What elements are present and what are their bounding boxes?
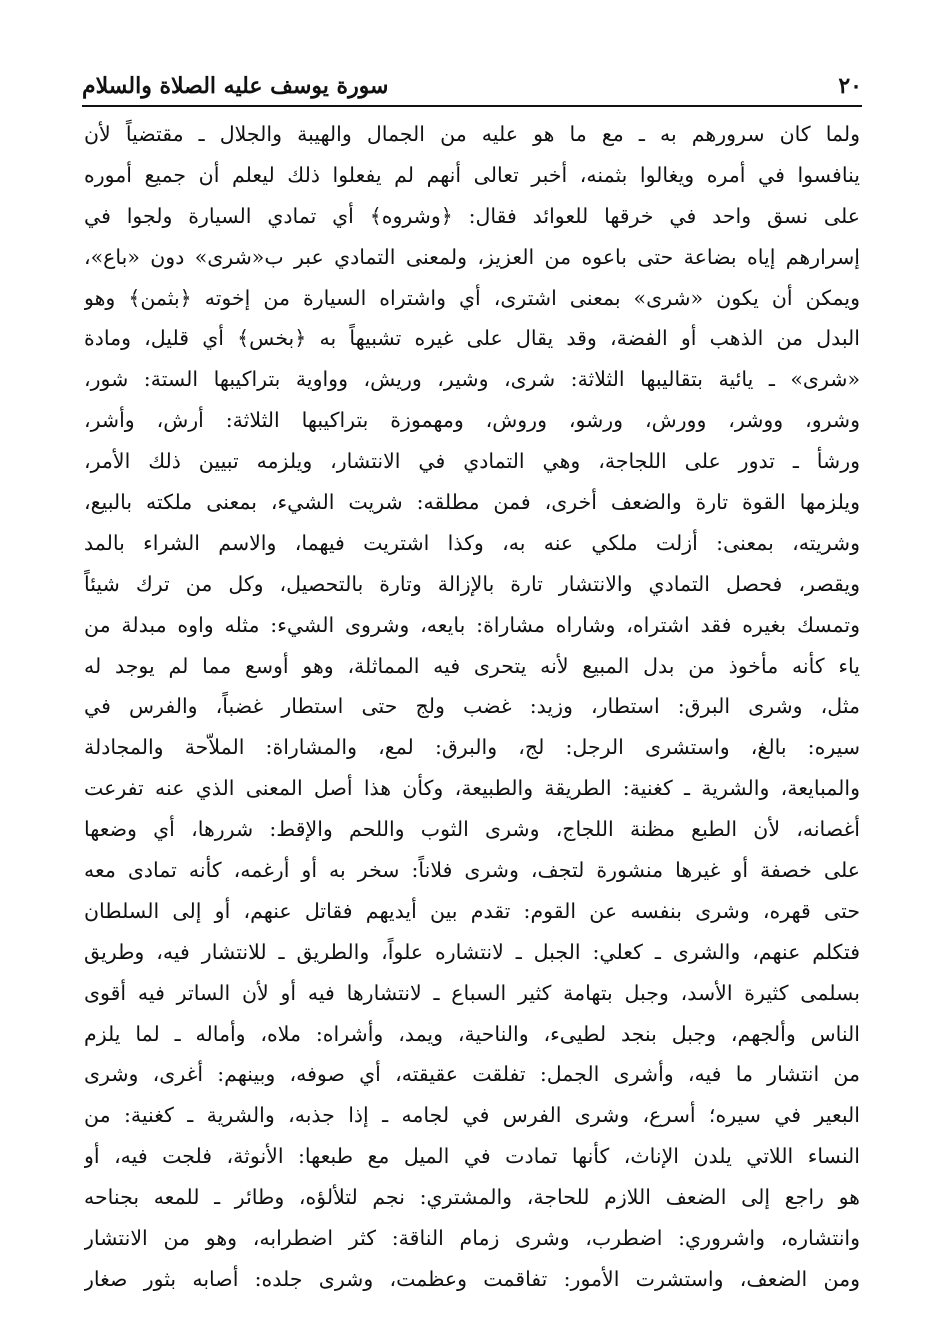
text-line: الناس وألجهم، وجبل بنجد لطيىء، والناحية، ويمد، وأشراه: ملاه، وأماله ـ لما يلزم [84,1021,860,1046]
text-line: ومن الضعف، واستشرت الأمور: تفاقمت وعظمت، وشرى جلده: أصابه بثور صغار [84,1266,860,1291]
text-line: ينافسوا في أمره ويغالوا بثمنه، أخبر تعالى أنهم لم يفعلوا ذلك ليعلم أن جميع أموره [84,162,860,187]
text-line: على نسق واحد في خرقها للعوائد فقال: ﴿وشروه﴾ أي تمادي السيارة ولجوا في [84,203,860,228]
text-line: ولما كان سرورهم به ـ مع ما هو عليه من الجمال والهيبة والجلال ـ مقتضياً لأن [84,122,860,146]
header-divider [82,105,862,107]
text-line: أغصانه، لأن الطبع مظنة اللجاج، وشرى الثوب واللحم والإقط: شررها، أي وضعها [84,817,860,842]
text-line: ويمكن أن يكون «شرى» بمعنى اشترى، أي واشتراه السيارة من إخوته ﴿بثمن﴾ وهو [84,285,860,310]
text-line: البدل من الذهب أو الفضة، وقد يقال على غيره تشبيهاً به ﴿بخس﴾ أي قليل، ومادة [84,326,860,351]
running-header [82,66,862,106]
text-line: وشرو، ووشر، وورش، ورشو، وروش، ومهموزة بتراكيبها الثلاثة: أرش، وأشر، [84,408,860,433]
text-line: «شرى» ـ يائية بتقاليبها الثلاثة: شرى، وشير، وريش، وواوية بتراكيبها الستة: شور، [84,367,860,392]
text-line: حتى قهره، وشرى بنفسه عن القوم: تقدم بين أيديهم فقاتل عنهم، أو إلى السلطان [84,898,860,923]
text-line: بسلمى كثيرة الأسد، وجبل بتهامة كثير السباع ـ لانتشارها فيه أو لأن الساتر فيه أقوى [84,980,860,1005]
surah-title: سورة يوسف عليه الصلاة والسلام [82,73,389,99]
body-text [84,114,860,1300]
text-line: مثل، وشرى البرق: استطار، وزيد: غضب ولج حتى استطار غضباً، والفرس في [84,694,860,719]
text-line: من انتشار ما فيه، وأشرى الجمل: تفلقت عقيقته، أي صوفه، وبينهم: أغرى، وشرى [84,1062,860,1087]
text-line: فتكلم عنهم، والشرى ـ كعلي: الجبل ـ لانتشاره علواً، والطريق ـ للانتشار فيه، وطريق [84,939,860,964]
text-line: ياء كأنه مأخوذ من بدل المبيع لأنه يتحرى فيه المماثلة، وهو أوسع مما لم يوجد له [84,653,860,678]
text-line: ويقصر، فحصل التمادي والانتشار تارة بالإزالة وتارة بالتحصيل، وكل من ترك شيئاً [84,571,860,596]
text-line: ويلزمها القوة تارة والضعف أخرى، فمن مطلقه: شريت الشيء، بمعنى ملكته بالبيع، [84,490,860,515]
text-line: البعير في سيره؛ أسرع، وشرى الفرس في لجامه ـ إذا جذبه، والشرية ـ كغنية: من [84,1103,860,1128]
text-line: النساء اللاتي يلدن الإناث، كأنها تمادت في الميل مع طبعها: الأنوثة، فلجت فيه، أو [84,1144,860,1169]
text-line: وشريته، بمعنى: أزلت ملكي عنه به، وكذا اشتريت فيهما، والاسم الشراء بالمد [84,530,860,555]
text-line: إسرارهم إياه بضاعة حتى باعوه من العزيز، ولمعنى التمادي عبر ب«شرى» دون «باع»، [84,244,860,269]
text-line: على خصفة أو غيرها منشورة لتجف، وشرى فلاناً: سخر به أو أرغمه، كأنه تمادى معه [84,858,860,883]
text-line: والمبايعة، والشرية ـ كغنية: الطريقة والطبيعة، وكأن هذا أصل المعنى الذي عنه تفرعت [84,776,860,801]
text-line: وتمسك بغيره فقد اشتراه، وشاراه مشاراة: بايعه، وشروى الشيء: مثله واوه مبدلة من [84,612,860,637]
text-line: سيره: بالغ، واستشرى الرجل: لج، والبرق: لمع، والمشاراة: الملاّحة والمجادلة [84,735,860,760]
text-line: هو راجع إلى الضعف اللازم للحاجة، والمشتري: نجم لتلألؤه، وطائر ـ للمعه بجناحه [84,1185,860,1210]
text-line: ورشأ ـ تدور على اللجاجة، وهي التمادي في الانتشار، ويلزمه تبيين ذلك الأمر، [84,449,860,474]
page-number: ٢٠ [838,73,862,99]
text-line: وانتشاره، واشروري: اضطرب، وشرى زمام الناقة: كثر اضطرابه، وهو من الانتشار [84,1226,860,1251]
